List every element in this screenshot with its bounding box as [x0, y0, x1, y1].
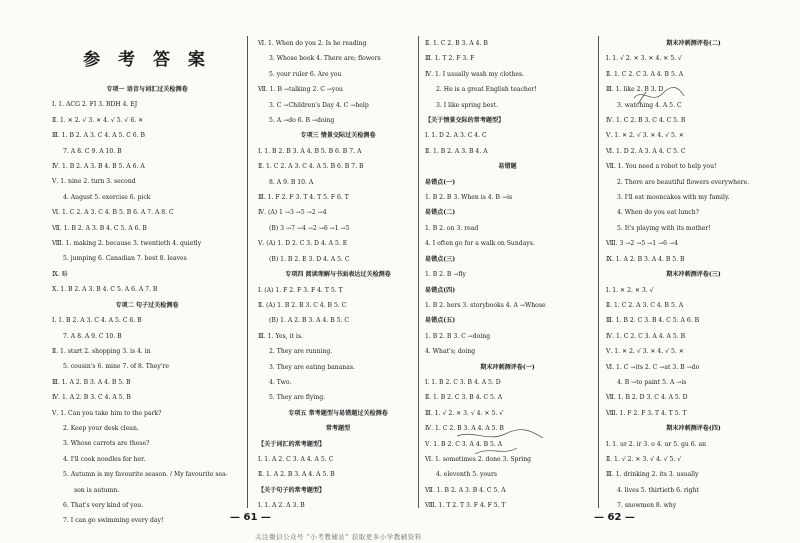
- answer-line: 1. B 2. on 3. read: [425, 224, 479, 232]
- answer-line: Ⅷ. 1. F 2. F 3. T 4. T 5. T: [606, 409, 687, 417]
- subsection-heading: 易错点(一): [425, 178, 456, 186]
- answer-line: Ⅷ. 1. making 2. because 3. twentieth 4. quietly: [52, 240, 202, 248]
- answer-line: 5. Autumn is my favourite season. / My favourite sea-: [63, 471, 228, 479]
- answer-line: 2. He is a great English teacher!: [436, 86, 537, 94]
- answer-line: (B) 1. B 2. E 3. D 4. A 5. C: [269, 255, 350, 263]
- answer-line: Ⅱ. 1. C 2. B 3. A 4. B: [425, 40, 488, 47]
- answer-line: 3. Whose book 4. There are; flowers: [269, 55, 381, 63]
- answer-line: Ⅴ. 1. ✕ 2. √ 3. ✕ 4. √ 5. ✕: [606, 132, 684, 140]
- answer-line: 2. They are running.: [269, 348, 333, 356]
- answer-line: 7. snowmen 8. why: [617, 502, 677, 510]
- answer-line: 4. Two.: [269, 378, 292, 386]
- answer-line: (B) 3 →7 →4 →2 →6 →1 →5: [269, 224, 350, 232]
- answer-line: Ⅸ. 1. A 2. B 3. A 4. B 5. B: [606, 255, 685, 263]
- answer-line: 5. cousin's 6. mine 7. of 8. They're: [63, 363, 170, 371]
- subsection-heading: 易错点(五): [425, 317, 456, 325]
- section-heading: 专项三 情景交际过关检测卷: [300, 132, 376, 140]
- answer-line: Ⅶ. 1. B 2. D 3. C 4. A 5. D: [606, 394, 688, 402]
- answer-line: Ⅱ. 1. √ 2. ✕ 3. √ 4. √ 5. √: [606, 455, 682, 463]
- answer-line: Ⅰ. 1. B 2. C 3. B 4. A 5. D: [425, 378, 501, 386]
- page-number-right: — 62 —: [594, 512, 635, 523]
- section-heading: 期末冲刺测评卷(一): [480, 363, 535, 371]
- answer-line: 5. jumping 6. Canadian 7. best 8. leaves: [63, 255, 187, 263]
- answer-line: 2. Keep your desk clean.: [63, 424, 139, 432]
- answer-line: Ⅷ. 3 →2 →5 →1 →6 →4: [606, 240, 678, 248]
- answer-line: 6. That's very kind of you.: [63, 501, 144, 509]
- answer-line: Ⅲ. 1. A 2. B 3. A 4. B 5. B: [52, 378, 131, 386]
- answer-line: 4. When do you eat lunch?: [617, 209, 699, 217]
- answer-column-3: [425, 36, 590, 514]
- answer-line: Ⅱ. 1. start 2. shopping 3. is 4. in: [52, 347, 151, 355]
- answer-line: 3. watching 4. A 5. C: [617, 101, 682, 109]
- answer-line: Ⅲ. 1. like 2. B 3. D: [606, 86, 664, 94]
- answer-line: Ⅴ. 1. nine 2. turn 3. second: [52, 178, 136, 186]
- answer-line: Ⅳ. 1. C 2. C 3. A 4. A 5. B: [606, 332, 686, 340]
- section-heading: 期末冲刺测评卷(二): [666, 40, 721, 47]
- answer-line: Ⅶ. 1. B 2. A 3. B 4. C 5. A 6. B: [52, 224, 147, 232]
- section-heading: 期末冲刺测评卷(三): [666, 271, 721, 279]
- answer-line: Ⅰ. 1. A 2. A 3. B: [258, 502, 305, 510]
- answer-line: Ⅴ. 1. Can you take him to the park?: [52, 409, 162, 417]
- answer-column-1: [52, 36, 242, 529]
- subsection-heading: 易错点(二): [425, 209, 456, 217]
- answer-line: 4. I often go for a walk on Sundays.: [425, 240, 535, 248]
- section-heading: 专项四 阅读理解与书面表达过关检测卷: [285, 271, 391, 279]
- answer-line: Ⅳ. (A) 1 →3 →5 →2 →4: [258, 209, 327, 217]
- answer-line: Ⅰ. 1. B 2. B 3. A 4. B 5. B 6. B 7. A: [258, 147, 362, 155]
- answer-line: 4. lives 5. thirtieth 6. right: [617, 486, 699, 494]
- section-heading: 期末冲刺测评卷(四): [666, 425, 721, 433]
- answer-line: Ⅷ. 1. T 2. T 3. F 4. F 5. T: [425, 502, 506, 510]
- answer-line: 4. eleventh 5. yours: [436, 471, 498, 479]
- answer-line: Ⅰ. 1. D 2. A 3. C 4. C: [425, 132, 487, 140]
- subsection-heading: 易错点(三): [425, 255, 456, 263]
- answer-line: 7. I can go swimming every day!: [63, 517, 164, 525]
- answer-line: 2. There are beautiful flowers everywhere.: [617, 178, 750, 186]
- answer-column-4: [606, 36, 781, 514]
- answer-line: 4. B →to paint 5. A →is: [617, 378, 687, 386]
- subsection-heading: 【关于情景交际的常考题型】: [425, 117, 505, 125]
- footer-note: 关注微信公众号 “小考教辅站” 获取更多小学教辅资料: [255, 533, 422, 541]
- answer-line: Ⅳ. 1. C 2. B 3. A 4. A 5. B: [425, 425, 504, 433]
- section-heading: 易错题: [498, 163, 517, 171]
- answer-line: Ⅴ. 1. ✕ 2. √ 3. ✕ 4. √ 5. ✕: [606, 348, 684, 356]
- answer-line: 3. I like spring best.: [436, 101, 498, 109]
- answer-line: Ⅲ. 1. T 2. F 3. F: [425, 55, 475, 63]
- answer-line: 5. A →do 6. B →doing: [269, 117, 335, 125]
- answer-line: 4. What's; doing: [425, 348, 476, 356]
- answer-line: Ⅵ. 1. C →its 2. C →at 3. B →do: [606, 363, 700, 371]
- answer-line: Ⅰ. 1. ✕ 2. ✕ 3. √: [606, 286, 654, 294]
- answer-line: Ⅹ. 1. B 2. A 3. B 4. C 5. A 6. A 7. B: [52, 286, 158, 294]
- answer-line: 5. It's playing with its mother!: [617, 224, 711, 232]
- answer-line: 5. They are flying.: [269, 394, 326, 402]
- answer-line: 7. A 8. A 9. C 10. B: [63, 332, 122, 340]
- answer-line: Ⅱ. 1. ✕ 2. √ 3. ✕ 4. √ 5. √ 6. ✕: [52, 116, 144, 124]
- answer-line: Ⅶ. 1. B →talking 2. C →you: [258, 86, 343, 94]
- answer-line: 4. I'll cook noodles for her.: [63, 455, 146, 463]
- answer-line: Ⅵ. 1. sometimes 2. done 3. Spring: [425, 455, 532, 463]
- answer-line: Ⅱ. (A) 1. B 2. B 3. C 4. B 5. C: [258, 301, 347, 309]
- answer-line: 3. I'll eat mooncakes with my family.: [617, 194, 730, 202]
- answer-line: Ⅴ. (A) 1. D 2. C 3. D 4. A 5. E: [258, 240, 348, 248]
- answer-column-2: [258, 36, 418, 514]
- answer-line: 3. They are eating bananas.: [269, 363, 355, 371]
- answer-line: 7. A 8. C 9. A 10. B: [63, 147, 122, 155]
- subsection-heading: 【关于句子的常考题型】: [258, 486, 326, 494]
- answer-line: 5. your ruler 6. Are you: [269, 70, 342, 78]
- page-title: 参 考 答 案: [83, 50, 211, 70]
- answer-line: Ⅲ. 1. F 2. F 3. T 4. T 5. F 6. T: [258, 194, 349, 202]
- answer-line: Ⅳ. 1. I usually wash my clothes.: [425, 70, 525, 78]
- subsection-heading: 易错点(四): [425, 286, 456, 294]
- answer-line: Ⅱ. 1. C 2. C 3. A 4. B 5. A: [606, 70, 684, 78]
- answer-line: 1. B 2. B 3. When is 4. B →is: [425, 194, 513, 202]
- section-heading: 专项五 常考题型与易错题过关检测卷: [288, 409, 388, 417]
- answer-line: Ⅲ. 1. B 2. A 3. C 4. A 5. C 6. B: [52, 132, 146, 140]
- answer-line: 4. August 5. exercise 6. pick: [63, 193, 151, 201]
- answer-line: Ⅶ. 1. You need a robot to help you!: [606, 163, 717, 171]
- answer-line: Ⅵ. 1. When do you 2. Is he reading: [258, 40, 367, 47]
- subsection-heading: 【关于词汇的常考题型】: [258, 440, 326, 448]
- answer-line: 1. B 2. B →fly: [425, 271, 466, 279]
- answer-line: son is autumn.: [74, 486, 120, 494]
- answer-line: 8. A 9. B 10. A: [269, 178, 314, 186]
- answer-line: Ⅲ. 1. drinking 2. its 3. usually: [606, 471, 699, 479]
- answer-line: Ⅱ. 1. B 2. C 3. B 4. C 5. A: [425, 394, 503, 402]
- answer-line: Ⅳ. 1. A 2. B 3. C 4. A 5. B: [52, 394, 131, 402]
- answer-line: Ⅳ. 1. C 2. B 3. C 4. C 5. B: [606, 117, 686, 125]
- answer-line: Ⅵ. 1. D 2. A 3. A 4. C 5. C: [606, 147, 686, 155]
- answer-line: Ⅱ. 1. C 2. A 3. C 4. B 5. A: [606, 301, 684, 309]
- answer-line: Ⅳ. 1. B 2. A 3. B 4. B 5. A 6. A: [52, 163, 145, 171]
- answer-line: Ⅱ. 1. A 2. B 3. A 4. A 5. B: [258, 471, 335, 479]
- column-divider-1: [247, 36, 248, 508]
- page-number-left: — 61 —: [230, 512, 271, 523]
- answer-line: (B) 1. A 2. B 3. A 4. B 5. C: [269, 317, 350, 325]
- answer-line: 1. B 2. hers 3. storybooks 4. A →Whose: [425, 301, 546, 309]
- answer-line: 3. C →Children's Day 4. C →help: [269, 101, 369, 109]
- answer-line: Ⅵ. 1. C 2. A 3. C 4. B 5. B 6. A 7. A 8. C: [52, 209, 174, 217]
- answer-line: 3. Whose carrots are these?: [63, 440, 150, 448]
- answer-line: Ⅱ. 1. B 2. A 3. B 4. A: [425, 147, 488, 155]
- answer-line: Ⅲ. 1. Yes, it is.: [258, 332, 303, 340]
- answer-line: Ⅰ. 1. B 2. A 3. C 4. A 5. C 6. B: [52, 317, 142, 325]
- answer-line: Ⅲ. 1. B 2. C 3. B 4. C 5. A 6. B: [606, 317, 700, 325]
- answer-line: Ⅰ. (A) 1. F 2. F 3. F 4. T 5. T: [258, 286, 343, 294]
- section-heading: 常考题型: [325, 425, 351, 433]
- answer-line: Ⅰ. 1. A 2. C 3. A 4. A 5. C: [258, 455, 334, 463]
- answer-line: Ⅰ. 1. √ 2. ✕ 3. ✕ 4. ✕ 5. √: [606, 55, 682, 63]
- answer-line: Ⅲ. 1. √ 2. ✕ 3. √ 4. ✕ 5. √: [425, 409, 504, 417]
- column-divider-2: [418, 36, 419, 508]
- section-heading: 专项一 语音与词汇过关检测卷: [106, 86, 188, 93]
- answer-line: Ⅰ. 1. ACG 2. FI 3. BDH 4. EJ: [52, 101, 138, 109]
- answer-line: Ⅴ. 1. B 2. C 3. A 4. B 5. A: [425, 440, 503, 448]
- answer-line: 1. B 2. B 3. C →doing: [425, 332, 491, 340]
- answer-line: Ⅶ. 1. B 2. A 3. B 4. C 5. A: [425, 486, 506, 494]
- column-divider-3: [598, 36, 599, 508]
- answer-line: Ⅱ. 1. C 2. A 3. C 4. A 5. B 6. B 7. B: [258, 163, 364, 171]
- section-heading: 专项二 句子过关检测卷: [115, 301, 179, 309]
- answer-line: Ⅸ. 略: [52, 270, 68, 278]
- answer-line: Ⅰ. 1. ur 2. ir 3. o 4. ur 5. gu 6. an: [606, 440, 707, 448]
